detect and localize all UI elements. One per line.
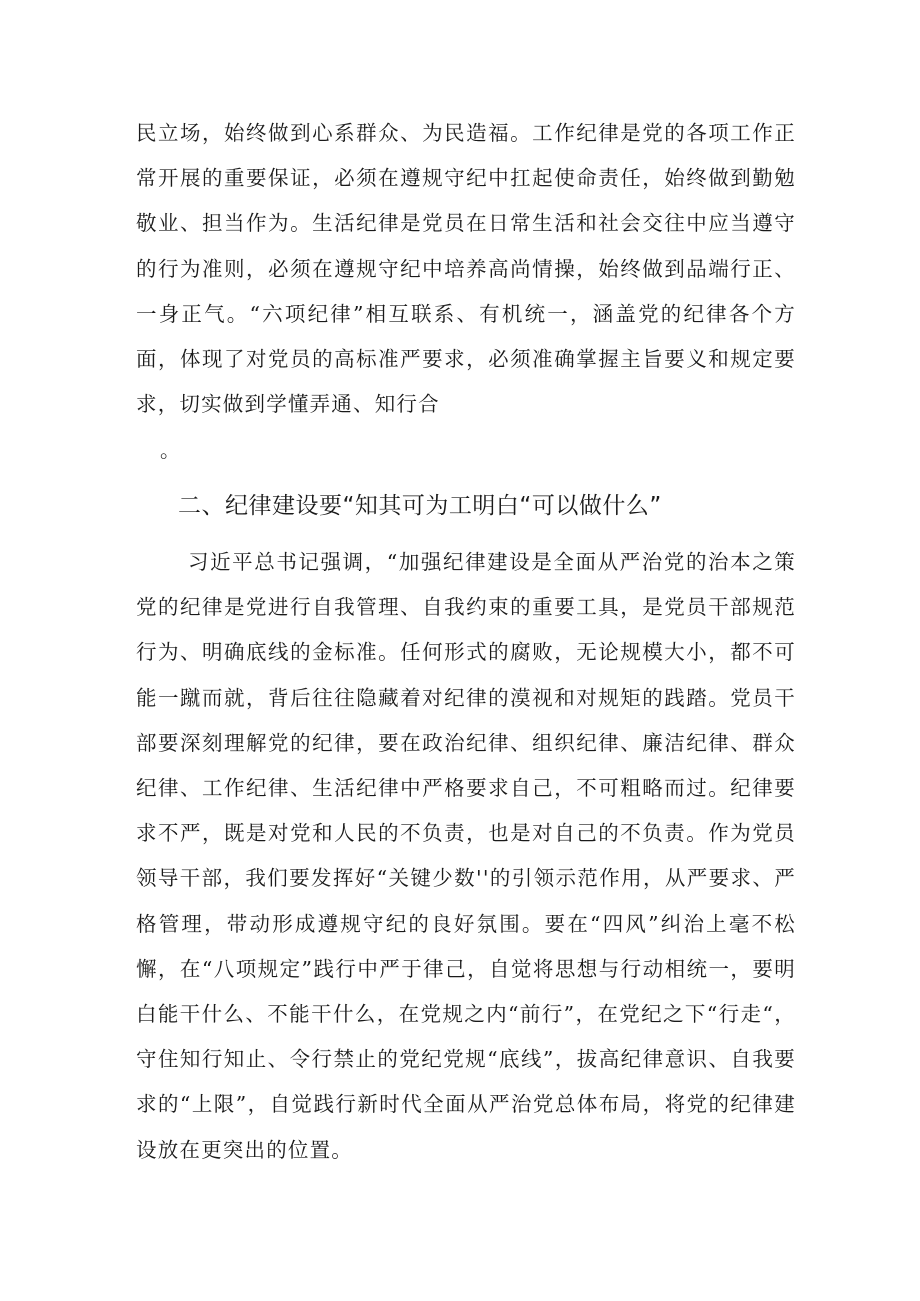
stray-punctuation: 。 [160,438,180,462]
body-paragraph-2: 习近平总书记强调，“加强纪律建设是全面从严治党的治本之策党的纪律是党进行自我管理、自我约束的重要工具，是党员干部规范行为、明确底线的金标准。任何形式的腐败，无论规模大小，都不可能一蹴而就，背后往往隐藏着对纪律的漠视和对规矩的践踏。党员干部要深刻理解党的纪律，要在政治纪律、组织纪律、廉洁纪律、群众纪律、工作纪律、生活纪律中严格要求自己，不可粗略而过。纪律要求不严，既是对党和人民的不负责，也是对自己的不负责。作为党员领导干部，我们要发挥好“关键少数''的引领示范作用，从严要求、严格管理，带动形成遵规守纪的良好氛围。要在“四风”纠治上毫不松懈，在“八项规定”践行中严于律己，自觉将思想与行动相统一，要明白能干什么、不能干什么，在党规之内“前行”，在党纪之下“行走“，守住知行知止、令行禁止的党纪党规“底线”，拔高纪律意识、自我要求的“上限”，自觉践行新时代全面从严治党总体布局，将党的纪律建设放在更突出的位置。 [136,550,796,1162]
body-paragraph-1: 民立场，始终做到心系群众、为民造福。工作纪律是党的各项工作正常开展的重要保证，必须在遵规守纪中扛起使命责任，始终做到勤勉敬业、担当作为。生活纪律是党员在日常生活和社会交往中应当遵守的行为准则，必须在遵规守纪中培养高尚情操，始终做到品端行正、一身正气。“六项纪律”相互联系、有机统一，涵盖党的纪律各个方面，体现了对党员的高标准严要求，必须准确掌握主旨要义和规定要求，切实做到学懂弄通、知行合 [136,121,796,417]
section-heading: 二、纪律建设要“知其可为工明白“可以做什么” [178,493,662,519]
